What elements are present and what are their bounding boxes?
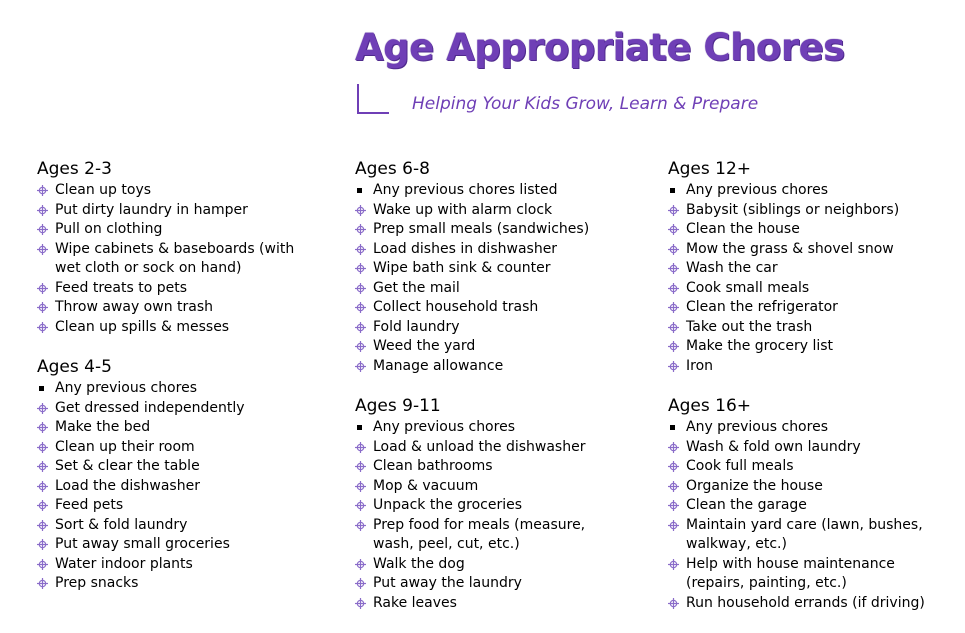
chore-item — [668, 357, 938, 377]
crosshair-bullet-icon — [355, 578, 366, 589]
crosshair-bullet-icon — [37, 461, 48, 472]
square-bullet-icon — [355, 422, 366, 433]
chore-item — [37, 457, 302, 477]
chore-item — [668, 337, 938, 357]
chore-text: Mop & vacuum — [373, 477, 479, 494]
chore-text: Any previous chores — [686, 419, 828, 435]
crosshair-bullet-icon — [355, 598, 366, 609]
chore-item — [355, 181, 630, 201]
crosshair-bullet-icon — [37, 283, 48, 294]
chore-item — [37, 298, 302, 318]
chore-item — [668, 438, 938, 458]
chore-text: Collect household trash — [373, 299, 539, 315]
chore-item — [668, 201, 938, 221]
crosshair-bullet-icon — [37, 442, 48, 453]
chore-item — [668, 555, 938, 594]
chore-item — [37, 379, 302, 399]
crosshair-bullet-icon — [37, 224, 48, 235]
section-heading: Ages 9-11 — [355, 396, 441, 416]
chore-item — [355, 201, 630, 221]
chore-text: Babysit (siblings or neighbors) — [686, 201, 900, 218]
chore-section — [37, 357, 302, 594]
crosshair-bullet-icon — [668, 598, 679, 609]
chore-item — [355, 259, 630, 279]
chore-list — [37, 181, 302, 337]
chore-text: Walk the dog — [373, 555, 465, 572]
chore-item — [668, 259, 938, 279]
chore-item — [668, 220, 938, 240]
title-corner-decoration — [357, 84, 389, 114]
chore-text: Any previous chores — [373, 419, 515, 435]
chore-text: Prep small meals (sandwiches) — [373, 221, 590, 237]
chore-item — [668, 318, 938, 338]
chore-item — [355, 357, 630, 377]
crosshair-bullet-icon — [37, 185, 48, 196]
chore-item — [37, 555, 302, 575]
chore-item — [668, 418, 938, 438]
chore-text: Put away the laundry — [373, 575, 522, 591]
chore-text: Water indoor plants — [55, 555, 193, 572]
chore-section — [355, 159, 630, 376]
square-bullet-icon — [355, 185, 366, 196]
chore-item — [37, 240, 302, 279]
chore-section — [668, 396, 938, 613]
crosshair-bullet-icon — [37, 322, 48, 333]
section-heading: Ages 2-3 — [37, 159, 112, 179]
crosshair-bullet-icon — [355, 341, 366, 352]
crosshair-bullet-icon — [37, 559, 48, 570]
chore-item — [355, 477, 630, 497]
crosshair-bullet-icon — [668, 322, 679, 333]
chore-item — [668, 279, 938, 299]
crosshair-bullet-icon — [355, 283, 366, 294]
chore-text: Load & unload the dishwasher — [373, 438, 586, 455]
crosshair-bullet-icon — [668, 520, 679, 531]
chore-text: Weed the yard — [373, 338, 476, 354]
chore-text: Throw away own trash — [55, 299, 214, 315]
chore-text: Maintain yard care (lawn, bushes, walkway, etc.) — [686, 516, 923, 552]
chore-text: Run household errands (if driving) — [686, 594, 925, 611]
chore-item — [37, 220, 302, 240]
chore-item — [668, 477, 938, 497]
chore-item — [668, 516, 938, 555]
chore-text: Clean up their room — [55, 438, 195, 455]
chore-text: Organize the house — [686, 477, 823, 494]
chore-text: Put away small groceries — [55, 536, 230, 552]
crosshair-bullet-icon — [355, 302, 366, 313]
chore-text: Wipe cabinets & baseboards (with wet cloth or sock on hand) — [55, 240, 295, 276]
chore-text: Wake up with alarm clock — [373, 201, 553, 218]
chore-text: Wash the car — [686, 260, 778, 276]
chore-item — [355, 318, 630, 338]
chore-item — [668, 496, 938, 516]
chore-section — [668, 159, 938, 376]
chore-text: Set & clear the table — [55, 458, 200, 474]
chore-item — [355, 418, 630, 438]
chore-text: Feed treats to pets — [55, 279, 188, 296]
square-bullet-icon — [668, 422, 679, 433]
chore-item — [355, 574, 630, 594]
crosshair-bullet-icon — [37, 422, 48, 433]
chore-item — [355, 516, 630, 555]
chore-item — [37, 496, 302, 516]
crosshair-bullet-icon — [37, 500, 48, 511]
page-subtitle: Helping Your Kids Grow, Learn & Prepare — [412, 94, 759, 114]
chore-item — [37, 181, 302, 201]
crosshair-bullet-icon — [355, 442, 366, 453]
chore-text: Prep food for meals (measure, wash, peel, cut, etc.) — [373, 516, 586, 552]
crosshair-bullet-icon — [668, 559, 679, 570]
chore-text: Make the bed — [55, 419, 151, 435]
crosshair-bullet-icon — [668, 481, 679, 492]
chore-text: Load the dishwasher — [55, 477, 200, 494]
chore-text: Clean the garage — [686, 497, 807, 513]
crosshair-bullet-icon — [37, 481, 48, 492]
chore-text: Get dressed independently — [55, 399, 245, 416]
crosshair-bullet-icon — [355, 500, 366, 511]
chore-text: Load dishes in dishwasher — [373, 240, 558, 257]
page-title: Age Appropriate Chores — [355, 26, 845, 69]
section-heading: Ages 16+ — [668, 396, 752, 416]
chore-text: Iron — [686, 357, 714, 374]
crosshair-bullet-icon — [668, 283, 679, 294]
square-bullet-icon — [37, 383, 48, 394]
chore-text: Cook small meals — [686, 279, 810, 296]
chore-item — [355, 337, 630, 357]
column-left — [37, 159, 302, 614]
section-heading: Ages 6-8 — [355, 159, 430, 179]
chore-text: Prep snacks — [55, 575, 139, 591]
chore-text: Put dirty laundry in hamper — [55, 201, 248, 218]
chore-item — [37, 399, 302, 419]
chore-item — [355, 555, 630, 575]
chore-item — [668, 181, 938, 201]
crosshair-bullet-icon — [37, 205, 48, 216]
crosshair-bullet-icon — [37, 244, 48, 255]
chore-item — [355, 457, 630, 477]
crosshair-bullet-icon — [355, 205, 366, 216]
chore-item — [37, 418, 302, 438]
crosshair-bullet-icon — [355, 224, 366, 235]
chore-text: Cook full meals — [686, 458, 794, 474]
crosshair-bullet-icon — [355, 361, 366, 372]
crosshair-bullet-icon — [668, 205, 679, 216]
crosshair-bullet-icon — [668, 442, 679, 453]
chore-list — [37, 379, 302, 594]
crosshair-bullet-icon — [668, 500, 679, 511]
section-heading: Ages 12+ — [668, 159, 752, 179]
chore-text: Any previous chores listed — [373, 182, 558, 198]
crosshair-bullet-icon — [355, 322, 366, 333]
crosshair-bullet-icon — [37, 520, 48, 531]
chore-text: Unpack the groceries — [373, 497, 523, 513]
chore-item — [37, 516, 302, 536]
chore-text: Wash & fold own laundry — [686, 438, 861, 455]
chore-item — [668, 594, 938, 614]
chore-item — [668, 298, 938, 318]
crosshair-bullet-icon — [355, 461, 366, 472]
chore-text: Clean the refrigerator — [686, 299, 838, 315]
chore-text: Clean the house — [686, 221, 800, 237]
crosshair-bullet-icon — [668, 263, 679, 274]
chore-item — [37, 279, 302, 299]
chore-text: Get the mail — [373, 279, 460, 296]
crosshair-bullet-icon — [355, 559, 366, 570]
crosshair-bullet-icon — [668, 244, 679, 255]
chore-item — [355, 298, 630, 318]
chore-item — [355, 240, 630, 260]
chore-text: Fold laundry — [373, 318, 460, 335]
square-bullet-icon — [668, 185, 679, 196]
chore-text: Manage allowance — [373, 357, 504, 374]
chore-text: Clean up toys — [55, 182, 152, 198]
chore-item — [355, 438, 630, 458]
crosshair-bullet-icon — [37, 403, 48, 414]
chore-text: Help with house maintenance (repairs, painting, etc.) — [686, 555, 895, 591]
chore-item — [668, 240, 938, 260]
chore-item — [355, 496, 630, 516]
chore-text: Take out the trash — [686, 318, 813, 335]
crosshair-bullet-icon — [37, 302, 48, 313]
chore-text: Mow the grass & shovel snow — [686, 240, 894, 257]
crosshair-bullet-icon — [355, 263, 366, 274]
crosshair-bullet-icon — [37, 539, 48, 550]
crosshair-bullet-icon — [355, 244, 366, 255]
crosshair-bullet-icon — [355, 520, 366, 531]
chore-list — [668, 418, 938, 613]
crosshair-bullet-icon — [668, 224, 679, 235]
chore-section — [37, 159, 302, 337]
chore-item — [355, 279, 630, 299]
chore-list — [355, 181, 630, 376]
chore-text: Wipe bath sink & counter — [373, 260, 551, 276]
crosshair-bullet-icon — [668, 461, 679, 472]
crosshair-bullet-icon — [668, 302, 679, 313]
chore-text: Sort & fold laundry — [55, 516, 188, 533]
chore-text: Feed pets — [55, 497, 124, 513]
chore-text: Make the grocery list — [686, 338, 834, 354]
chore-text: Pull on clothing — [55, 221, 163, 237]
chore-text: Rake leaves — [373, 594, 457, 611]
column-right — [668, 159, 938, 633]
crosshair-bullet-icon — [668, 361, 679, 372]
chore-item — [37, 477, 302, 497]
chore-text: Clean bathrooms — [373, 458, 493, 474]
chore-text: Clean up spills & messes — [55, 318, 230, 335]
chore-section — [355, 396, 630, 613]
chore-item — [668, 457, 938, 477]
chore-list — [668, 181, 938, 376]
section-heading: Ages 4-5 — [37, 357, 112, 377]
column-middle — [355, 159, 630, 633]
chore-item — [37, 318, 302, 338]
chore-item — [37, 438, 302, 458]
chore-item — [355, 594, 630, 614]
crosshair-bullet-icon — [37, 578, 48, 589]
chore-item — [37, 535, 302, 555]
chore-text: Any previous chores — [55, 380, 197, 396]
chore-item — [37, 574, 302, 594]
chore-item — [355, 220, 630, 240]
chore-item — [37, 201, 302, 221]
chore-list — [355, 418, 630, 613]
crosshair-bullet-icon — [668, 341, 679, 352]
crosshair-bullet-icon — [355, 481, 366, 492]
chore-text: Any previous chores — [686, 182, 828, 198]
